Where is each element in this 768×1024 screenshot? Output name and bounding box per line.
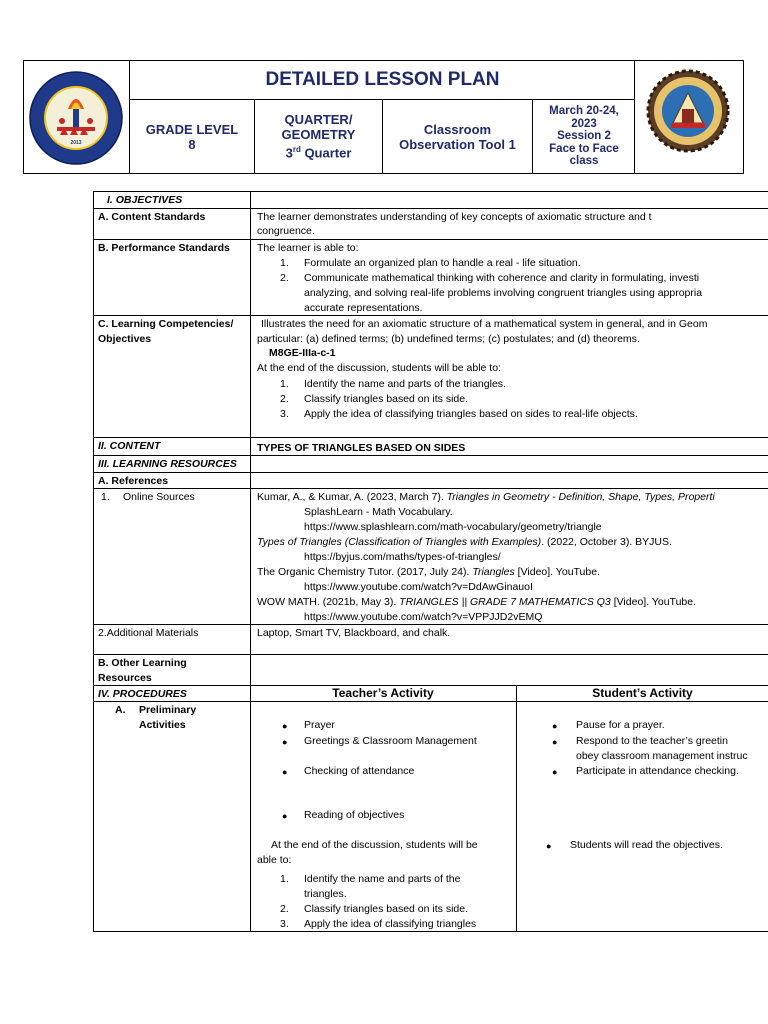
competencies-intro: At the end of the discussion, students will be able to: [257,362,501,374]
grade-level-value: 8 [188,136,196,152]
section-procedures: IV. PROCEDURES [98,688,187,700]
bullet-icon: ● [282,767,288,777]
performance-item: Formulate an organized plan to handle a real - life situation. [304,257,581,269]
grade-level-label: GRADE LEVEL [145,121,239,137]
reference-1: Kumar, A., & Kumar, A. (2023, March 7). Triangles in Geometry - Definition, Shape, Types, Properti [257,491,715,503]
date-line1: March 20-24, [549,105,619,118]
school-seal-cell [634,61,743,173]
teacher-activity-item: Checking of attendance [304,765,415,777]
teacher-list-item: Apply the idea of classifying triangles [304,918,477,930]
competency-code: M8GE-IIIa-c-1 [269,347,336,359]
bullet-icon: ● [546,841,552,851]
reference-4: WOW MATH. (2021b, May 3). TRIANGLES || GRADE 7 MATHEMATICS Q3 [Video]. YouTube. [257,596,697,608]
school-seal-icon [635,61,743,173]
other-resources-label-line1: B. Other Learning [98,657,187,669]
teacher-paragraph-line1: At the end of the discussion, students will be [271,839,478,851]
additional-materials-value: Laptop, Smart TV, Blackboard, and chalk. [257,627,451,639]
content-standards-line2: congruence. [257,225,315,237]
table-column-divider [250,191,251,932]
list-number: 1. [280,257,289,269]
performance-item: Communicate mathematical thinking with coherence and clarity in formulating, investi [304,272,700,284]
online-sources-number: 1. [101,491,110,503]
teacher-list-item: Classify triangles based on its side. [304,903,468,915]
competency-item: Identify the name and parts of the triangles. [304,378,506,390]
section-learning-resources: III. LEARNING RESOURCES [98,458,237,470]
mode-line1: Face to Face [549,142,619,155]
teacher-list-item: triangles. [304,888,347,900]
content-value: TYPES OF TRIANGLES BASED ON SIDES [257,442,466,454]
performance-item: accurate representations. [304,302,423,314]
prelim-label-line2: Activities [139,719,186,731]
header-table [23,60,744,174]
reference-2-url[interactable]: https://byjus.com/maths/types-of-triangles/ [304,551,501,563]
teacher-activity-item: Greetings & Classroom Management [304,735,477,747]
row-line [93,239,768,240]
bullet-icon: ● [282,721,288,731]
competency-item: Apply the idea of classifying triangles based on sides to real-life objects. [304,408,638,420]
reference-3-url[interactable]: https://www.youtube.com/watch?v=DdAwGinauoI [304,581,533,593]
quarter-label: QUARTER/ [284,112,353,128]
student-activity-item: Students will read the objectives. [570,839,723,851]
prelim-label-line1: Preliminary [139,704,197,716]
references-label: A. References [98,475,169,487]
list-number: 3. [280,918,289,930]
performance-item: analyzing, and solving real-life problems involving congruent triangles using appropria [304,287,703,299]
row-line [93,654,768,655]
reference-2: Types of Triangles (Classification of Triangles with Examples). (2022, October 3). BYJUS. [257,536,672,548]
row-line [93,315,768,316]
competencies-label-line1: C. Learning Competencies/ [98,318,234,330]
reference-1-url[interactable]: https://www.splashlearn.com/math-vocabulary/geometry/triangle [304,521,602,533]
student-activity-item: obey classroom management instruc [576,750,748,762]
row-line [93,472,768,473]
teacher-paragraph-line2: able to: [257,854,292,866]
list-number: 1. [280,378,289,390]
content-standards-line1: The learner demonstrates understanding of key concepts of axiomatic structure and t [257,211,652,223]
document-title: DETAILED LESSON PLAN [130,61,635,100]
online-sources-label: Online Sources [123,491,195,503]
subject-label: GEOMETRY [281,127,356,143]
row-line [93,191,768,192]
teacher-activity-header: Teacher’s Activity [332,686,434,700]
teacher-activity-item: Prayer [304,719,335,731]
svg-text:2013: 2013 [70,140,82,146]
bullet-icon: ● [282,811,288,821]
row-line [93,208,768,209]
competencies-label-line2: Objectives [98,333,152,345]
teacher-activity-item: Reading of objectives [304,809,405,821]
list-number: 3. [280,408,289,420]
observation-tool-cell [383,100,533,173]
row-line [93,437,768,438]
prelim-letter: A. [115,704,126,716]
bullet-icon: ● [282,737,288,747]
additional-materials-label: 2.Additional Materials [98,627,199,639]
student-activity-item: Pause for a prayer. [576,719,665,731]
session-line: Session 2 [557,130,611,143]
bullet-icon: ● [552,737,558,747]
competencies-line2: particular: (a) defined terms; (b) undefined terms; (c) postulates; and (d) theorems. [257,333,640,345]
deped-seal-icon [24,61,129,173]
other-resources-label-line2: Resources [98,672,152,684]
reference-1-source: SplashLearn - Math Vocabulary. [304,506,453,518]
content-standards-label: A. Content Standards [98,211,206,223]
quarter-cell [255,100,383,173]
list-number: 1. [280,873,289,885]
deped-seal-cell [24,61,130,173]
grade-level-cell [130,100,255,173]
lesson-table [93,191,768,932]
performance-standards-label: B. Performance Standards [98,242,230,254]
competency-item: Classify triangles based on its side. [304,393,468,405]
section-content: II. CONTENT [98,440,161,452]
performance-intro: The learner is able to: [257,242,359,254]
bullet-icon: ● [552,767,558,777]
reference-4-url[interactable]: https://www.youtube.com/watch?v=VPPJJD2vEMQ [304,611,543,623]
teacher-list-item: Identify the name and parts of the [304,873,461,885]
competencies-line1: Illustrates the need for an axiomatic structure of a mathematical system in general, and in Geom [261,318,708,330]
date-line2: 2023 [571,117,597,130]
list-number: 2. [280,272,289,284]
list-number: 2. [280,393,289,405]
list-number: 2. [280,903,289,915]
tool-line1: Classroom [423,121,492,137]
student-activity-item: Respond to the teacher’s greetin [576,735,728,747]
bullet-icon: ● [552,721,558,731]
date-cell [533,100,635,173]
reference-3: The Organic Chemistry Tutor. (2017, July 24). Triangles [Video]. YouTube. [257,566,600,578]
activity-column-divider [516,685,517,932]
table-border-left [93,191,94,932]
section-objectives: I. OBJECTIVES [107,194,183,206]
quarter-value: 3rd Quarter [285,145,352,161]
student-activity-item: Participate in attendance checking. [576,765,739,777]
student-activity-header: Student’s Activity [592,686,693,700]
mode-line2: class [569,155,599,168]
tool-line2: Observation Tool 1 [399,136,516,152]
